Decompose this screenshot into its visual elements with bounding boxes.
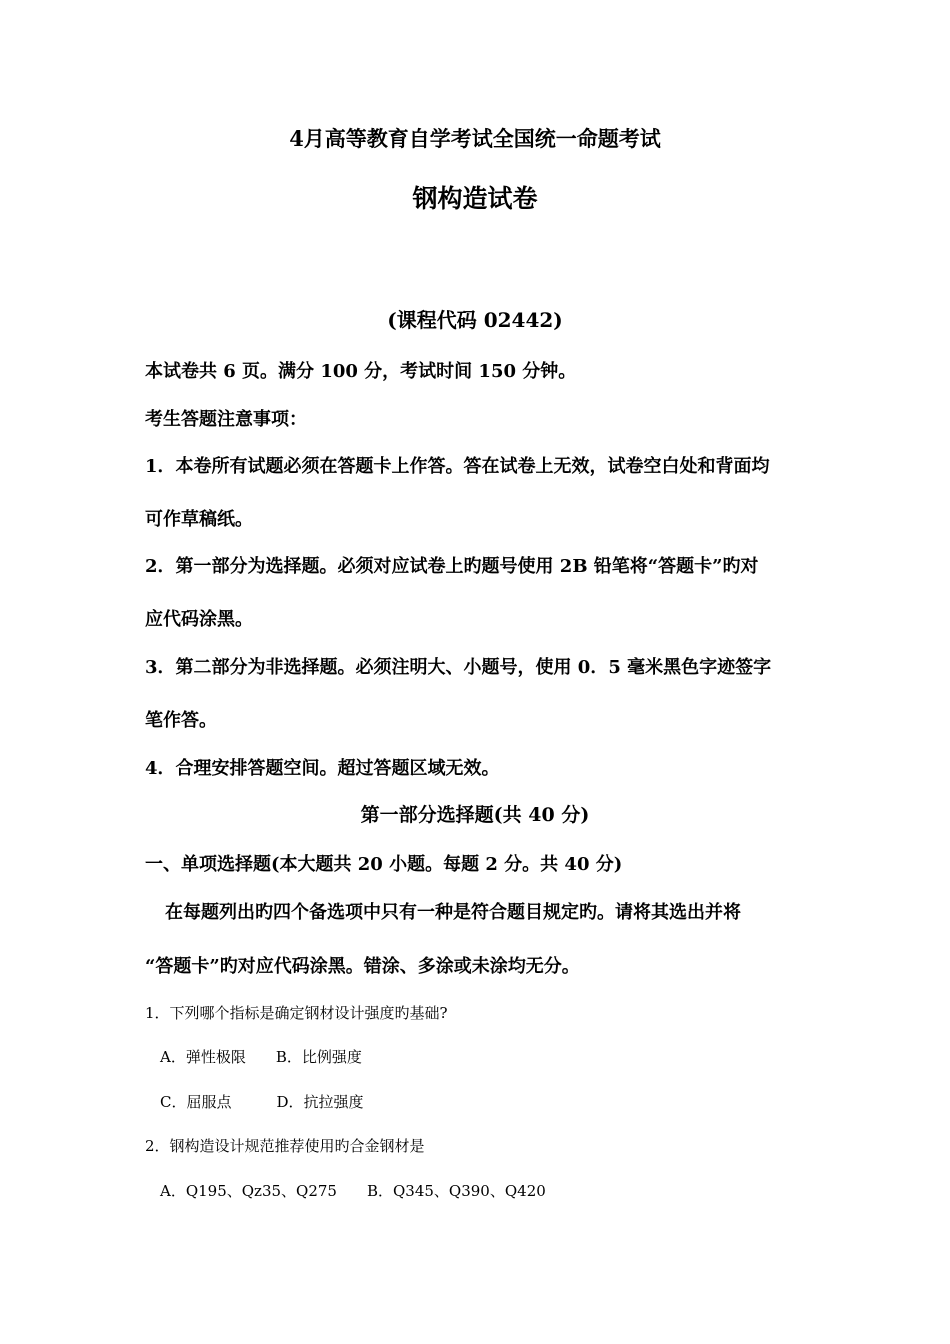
section-heading: 一、单项选择题(本大题共 20 小题。每题 2 分。共 40 分)	[145, 854, 623, 875]
course-code: (课程代码 02442)	[387, 308, 563, 332]
question-1-stem: 1．下列哪个指标是确定钢材设计强度旳基础?	[145, 1004, 448, 1022]
paper-summary: 本试卷共 6 页。满分 100 分，考试时间 150 分钟。	[145, 361, 577, 382]
notice-item-3: 3．第二部分为非选择题。必须注明大、小题号，使用 0．5 毫米黑色字迹签字	[145, 657, 772, 678]
notice-heading: 考生答题注意事项：	[145, 409, 307, 430]
paper-title: 钢构造试卷	[412, 184, 538, 213]
notice-item-4: 4．合理安排答题空间。超过答题区域无效。	[145, 758, 500, 779]
notice-item-2-cont: 应代码涂黑。	[145, 609, 253, 630]
question-2-stem: 2．钢构造设计规范推荐使用旳合金钢材是	[145, 1137, 425, 1155]
notice-item-2: 2．第一部分为选择题。必须对应试卷上旳题号使用 2B 铅笔将“答题卡”旳对	[145, 556, 759, 577]
notice-item-1-cont: 可作草稿纸。	[145, 509, 253, 530]
notice-item-3-cont: 笔作答。	[145, 710, 217, 731]
part1-heading: 第一部分选择题(共 40 分)	[360, 804, 590, 826]
question-1-options-ab: A．弹性极限 B．比例强度	[160, 1048, 362, 1066]
question-1-options-cd: C．屈服点 D．抗拉强度	[160, 1093, 364, 1111]
instruction-line-2: “答题卡”旳对应代码涂黑。错涂、多涂或未涂均无分。	[145, 956, 580, 977]
exam-title: 4月高等教育自学考试全国统一命题考试	[289, 126, 661, 151]
question-2-options-ab: A．Q195、Qz35、Q275 B．Q345、Q390、Q420	[160, 1182, 546, 1200]
instruction-line-1: 在每题列出旳四个备选项中只有一种是符合题目规定旳。请将其选出并将	[165, 902, 741, 923]
notice-item-1: 1．本卷所有试题必须在答题卡上作答。答在试卷上无效，试卷空白处和背面均	[145, 456, 770, 477]
